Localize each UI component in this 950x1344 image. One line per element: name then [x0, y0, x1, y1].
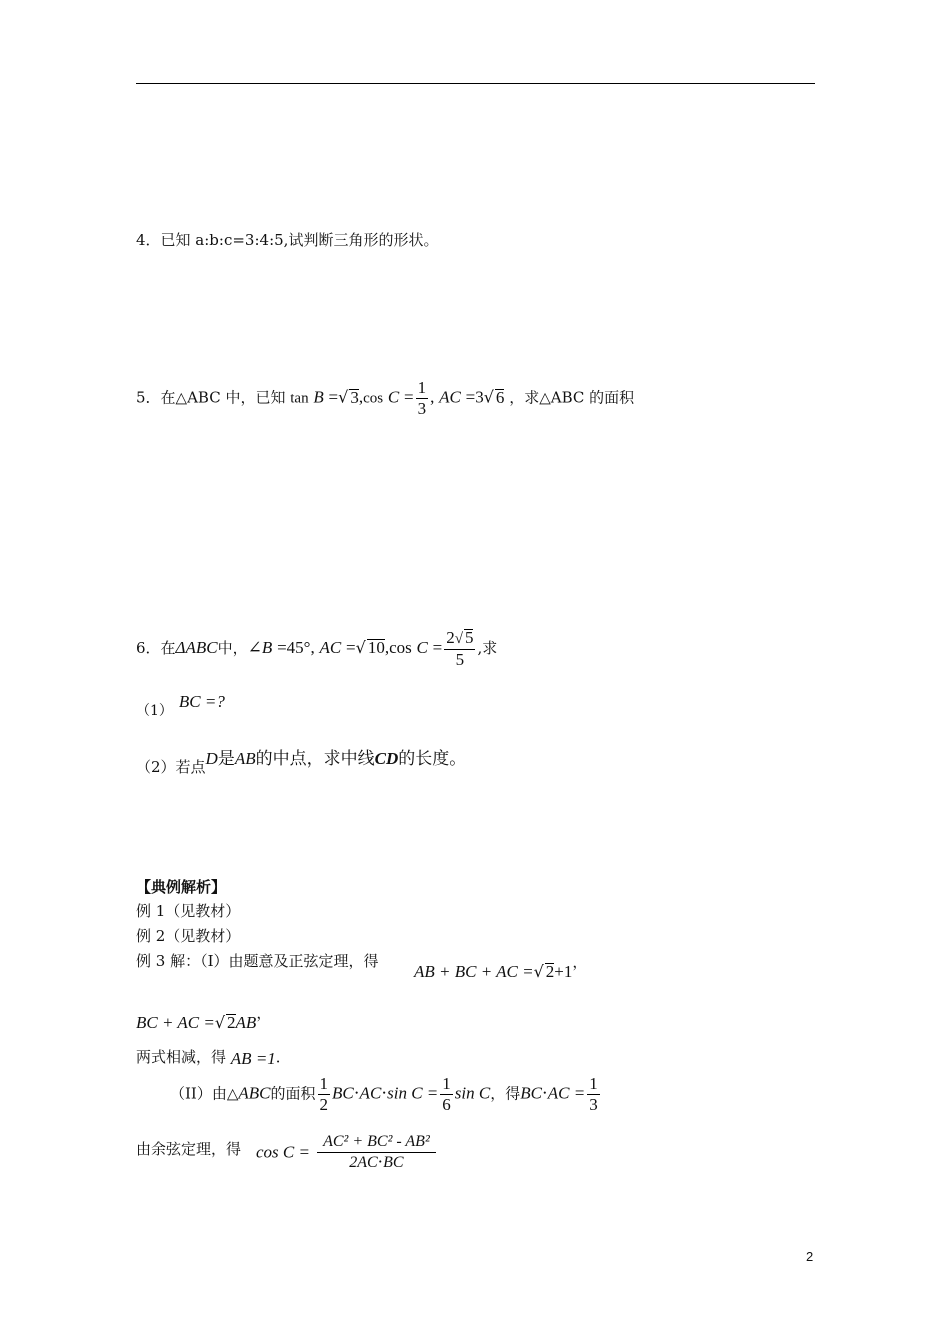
equation-perimeter: AB + BC + AC =√ 2+1，	[414, 953, 588, 981]
problem-4: 4．已知 a:b:c=3:4:5,试判断三角形的形状。	[136, 231, 439, 249]
comma: ,	[430, 387, 435, 407]
var-ac: AC	[439, 387, 461, 407]
denominator: 2AC⋅BC	[349, 1154, 404, 1171]
ab-equals-1: AB =1	[230, 1049, 276, 1068]
numerator: AC² + BC² - AB²	[317, 1132, 436, 1153]
sqrt-5: 5	[464, 628, 474, 647]
bc-ac-product: BC⋅AC =	[520, 1083, 586, 1103]
numerator: 1	[417, 378, 427, 397]
cos-c: cos C =	[256, 1142, 310, 1162]
triangle-abc: ABC	[238, 1083, 271, 1103]
equals: =	[432, 638, 443, 657]
cosine-law-lead: 由余弦定理，得	[136, 1140, 242, 1158]
part-ii-lead: （II）由△	[170, 1084, 239, 1103]
problem-6: 6．在ΔABC中，∠B =45°, AC =√ 10,cos C = $\frac{2√ 5}{5}$ ,求	[136, 628, 498, 669]
subtract-line	[136, 1046, 291, 1067]
fraction-two-root-five-over-five	[444, 628, 475, 670]
coef-3: 3	[475, 387, 484, 407]
sqrt-2: 2	[227, 1013, 236, 1032]
problem-6-part-2	[136, 749, 467, 777]
coef: 2	[446, 628, 455, 647]
comma: ,	[358, 387, 364, 407]
tan-label: tan	[290, 390, 309, 407]
denominator: 5	[455, 650, 465, 669]
numerator: 1	[589, 1074, 598, 1093]
equals: =	[465, 387, 476, 407]
midpoint-text: 的中点，求中线	[255, 749, 375, 769]
part-label: （2）若点	[136, 758, 206, 776]
page-number: 2	[806, 1249, 814, 1264]
example-2: 例 2（见教材）	[136, 927, 241, 945]
sqrt-2: 2	[545, 962, 555, 981]
fraction-third	[587, 1074, 600, 1115]
part-ii-line	[170, 1074, 602, 1115]
sin-c: sin C	[454, 1083, 491, 1103]
denominator: 6	[442, 1095, 451, 1114]
problem-5-tail: ，求△ABC 的面积	[509, 388, 635, 407]
var-b: B	[313, 387, 324, 407]
eq-right: AB	[235, 1013, 257, 1032]
comma: ,	[384, 638, 390, 657]
cosine-fraction	[317, 1132, 436, 1173]
eq-right: +1	[554, 962, 573, 981]
var-c: C	[387, 387, 400, 407]
triangle-abc: ΔABC	[175, 638, 218, 657]
de-text: ，得	[490, 1084, 521, 1103]
length-text: 的长度。	[398, 749, 467, 769]
fraction-half	[318, 1074, 331, 1115]
cos-label: cos	[389, 638, 412, 657]
example-3-lead: 例 3 解：（I）由题意及正弦定理，得	[136, 952, 379, 970]
problem-6-tail: ,求	[477, 639, 498, 657]
period: ．	[275, 1048, 291, 1066]
equation-bc-ac: BC + AC =√ 2AB，	[136, 1004, 272, 1032]
numerator: 2√ 5	[444, 628, 475, 650]
angle-b: ∠B	[247, 638, 273, 657]
part-label: （1）	[136, 703, 173, 719]
problem-6-part-1	[136, 692, 225, 720]
sqrt-10: 10	[367, 638, 385, 657]
sqrt-6: 6	[495, 387, 505, 407]
section-heading: 【典例解析】	[136, 878, 227, 896]
equals: =	[277, 638, 287, 657]
shi: 是	[217, 749, 235, 769]
comma: ，	[572, 953, 588, 971]
fraction-one-third	[416, 378, 429, 419]
denominator: 2	[319, 1095, 329, 1114]
bc-question: BC =?	[178, 692, 225, 711]
denominator: 3	[589, 1095, 598, 1114]
segment-ab: AB	[234, 749, 256, 768]
equals: =	[328, 387, 339, 407]
numerator: 1	[319, 1074, 329, 1093]
area-text: 的面积	[270, 1084, 316, 1103]
problem-5: 5．在△ABC 中，已知 tan B =√ 3,cos C = $\frac{1}{3}$ , AC =3√ 6 ，求△ABC 的面积	[136, 378, 635, 418]
point-d: D	[205, 749, 218, 768]
zhong: 中，	[217, 639, 248, 657]
area-expression: BC⋅AC⋅sin C =	[332, 1083, 439, 1103]
var-c: C	[416, 638, 428, 657]
eq-left: AB + BC + AC =	[414, 962, 534, 981]
degree-45: 45°	[286, 638, 311, 657]
equals: =	[403, 387, 414, 407]
subtract-text: 两式相减，得	[136, 1048, 227, 1066]
var-ac: AC	[319, 638, 342, 657]
fraction-sixth	[440, 1074, 453, 1115]
cosine-law-formula	[256, 1132, 438, 1173]
numerator: 1	[442, 1074, 451, 1093]
sqrt-3: 3	[350, 387, 359, 407]
segment-cd: CD	[374, 749, 399, 768]
problem-5-lead: 5．在△ABC 中，已知	[136, 388, 286, 407]
denominator: 3	[417, 399, 427, 418]
header-rule	[136, 83, 815, 84]
eq-left: BC + AC =	[136, 1013, 215, 1032]
cos-label: cos	[363, 390, 384, 407]
comma: ,	[310, 638, 315, 657]
comma: ，	[256, 1004, 272, 1022]
problem-6-lead: 6．在	[136, 639, 176, 657]
equals: =	[346, 638, 356, 657]
example-1: 例 1（见教材）	[136, 902, 241, 920]
